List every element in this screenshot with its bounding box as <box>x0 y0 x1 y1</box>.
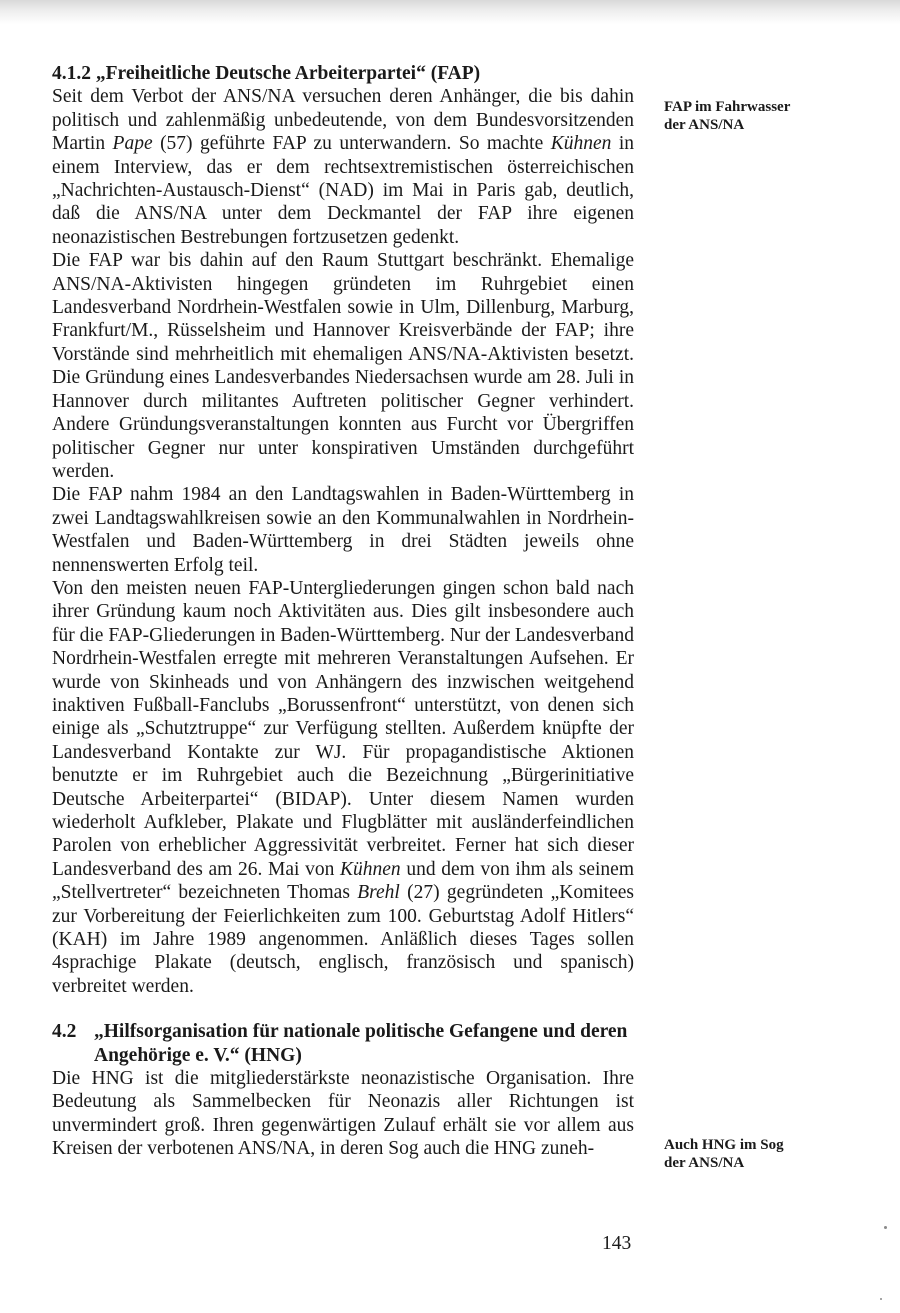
section-number: 4.1.2 <box>52 63 91 84</box>
text-run: und dem von ihm als seinem „Stellvertreter“ bezeichneten Thomas <box>52 858 634 904</box>
text-run: Die FAP nahm 1984 an den Landtagswahlen in Baden-Württemberg in zwei Landtagswahlkreisen sowie an den Kommunalwahlen in Nordrhein-Westfalen und Baden-Württemberg in drei Städten jeweils ohne nennenswerten Erfolg teil. <box>52 484 634 576</box>
paragraph <box>52 483 634 577</box>
paragraph <box>52 85 634 249</box>
margin-note-line: FAP im Fahrwasser <box>664 99 791 115</box>
text-run: (27) gegründeten „Komitees zur Vorbereitung der Feierlichkeiten zum 100. Geburtstag Adolf Hitlers“ (KAH) im Jahre 1989 angenommen. Anläßlich dieses Tages sollen 4sprachige Plakate (deutsch, englisch, französisch und spanisch) verbreitet werden. <box>52 882 634 997</box>
section-title: „Hilfsorganisation für nationale politische Gefangene und deren Angehörige e. V.“ (HNG) <box>94 1021 628 1066</box>
italic-name: Kühnen <box>340 858 401 880</box>
text-run: Die HNG ist die mitgliederstärkste neonazistische Organisation. Ihre Bedeutung als Sammelbecken für Neonazis aller Richtungen ist unvermindert groß. Ihren gegenwärtigen Zulauf erhält sie vor allem aus Kreisen der verbotenen ANS/NA, in deren Sog auch die HNG zuneh- <box>52 1068 634 1160</box>
text-run: in einem Interview, das er dem rechtsextremistischen österreichischen „Nachrichten-Austausch-Dienst“ (NAD) im Mai in Paris gab, deutlich, daß die ANS/NA unter dem Deckmantel der FAP ihre eigenen neonazistischen Bestrebungen fortzusetzen gedenkt. <box>52 133 634 248</box>
italic-name: Brehl <box>357 882 400 904</box>
section-heading-hng <box>52 1020 634 1067</box>
margin-note-line: der ANS/NA <box>664 117 745 133</box>
main-column <box>52 62 634 1161</box>
margin-note-fap <box>664 98 824 134</box>
section-title: „Freiheitliche Deutsche Arbeiterpartei“ (FAP) <box>95 63 481 84</box>
margin-note-line: der ANS/NA <box>664 1155 745 1171</box>
scan-speck <box>880 1298 882 1300</box>
page-number: 143 <box>602 1233 632 1254</box>
paragraph <box>52 249 634 483</box>
text-run: (57) geführte FAP zu unterwandern. So machte <box>152 133 551 155</box>
margin-note-hng <box>664 1136 824 1172</box>
section-body-fap <box>52 85 634 998</box>
paragraph <box>52 1067 634 1161</box>
section-number: 4.2 <box>52 1021 77 1043</box>
scan-speck <box>884 1226 887 1229</box>
section-heading-fap <box>52 62 634 85</box>
text-run: Seit dem Verbot der ANS/NA versuchen deren Anhänger, die bis dahin politisch und zahlenmäßig unbedeutende, von dem Bundesvorsitzenden Martin <box>52 86 634 155</box>
text-run: Die FAP war bis dahin auf den Raum Stuttgart beschränkt. Ehemalige ANS/NA-Aktivisten hingegen gründeten im Ruhrgebiet einen Landesverband Nordrhein-Westfalen sowie in Ulm, Dillenburg, Marburg, Frankfurt/M., Rüsselsheim und Hannover Kreisverbände der FAP; ihre Vorstände sind mehrheitlich mit ehemaligen ANS/NA-Aktivisten besetzt. Die Gründung eines Landesverbandes Niedersachsen wurde am 28. Juli in Hannover durch militantes Auftreten politischer Gegner verhindert. Andere Gründungsveranstaltungen konnten aus Furcht vor Übergriffen politischer Gegner nur unter konspirativen Umständen durchgeführt werden. <box>52 250 634 482</box>
italic-name: Kühnen <box>550 133 612 155</box>
text-run: Von den meisten neuen FAP-Untergliederungen gingen schon bald nach ihrer Gründung kaum noch Aktivitäten aus. Dies gilt insbesondere auch für die FAP-Gliederungen in Baden-Württemberg. Nur der Landesverband Nordrhein-Westfalen erregte mit mehreren Veranstaltungen Aufsehen. Er wurde von Skinheads und von Anhängern des inzwischen weitgehend inaktiven Fußball-Fanclubs „Borussenfront“ unterstützt, von denen sich einige als „Schutztruppe“ zur Verfügung stellten. Außerdem knüpfte der Landesverband Kontakte zur WJ. Für propagandistische Aktionen benutzte er im Ruhrgebiet auch die Bezeichnung „Bürgerinitiative Deutsche Arbeiterpartei“ (BIDAP). Unter diesem Namen wurden wiederholt Aufkleber, Plakate und Flugblätter mit ausländerfeindlichen Parolen von erheblicher Aggressivität verbreitet. Ferner hat sich dieser Landesverband des am 26. Mai von <box>52 577 634 880</box>
section-body-hng <box>52 1067 634 1161</box>
scan-edge-shadow <box>0 0 900 24</box>
italic-name: Pape <box>112 133 153 155</box>
paragraph <box>52 577 634 998</box>
margin-note-line: Auch HNG im Sog <box>664 1137 784 1153</box>
